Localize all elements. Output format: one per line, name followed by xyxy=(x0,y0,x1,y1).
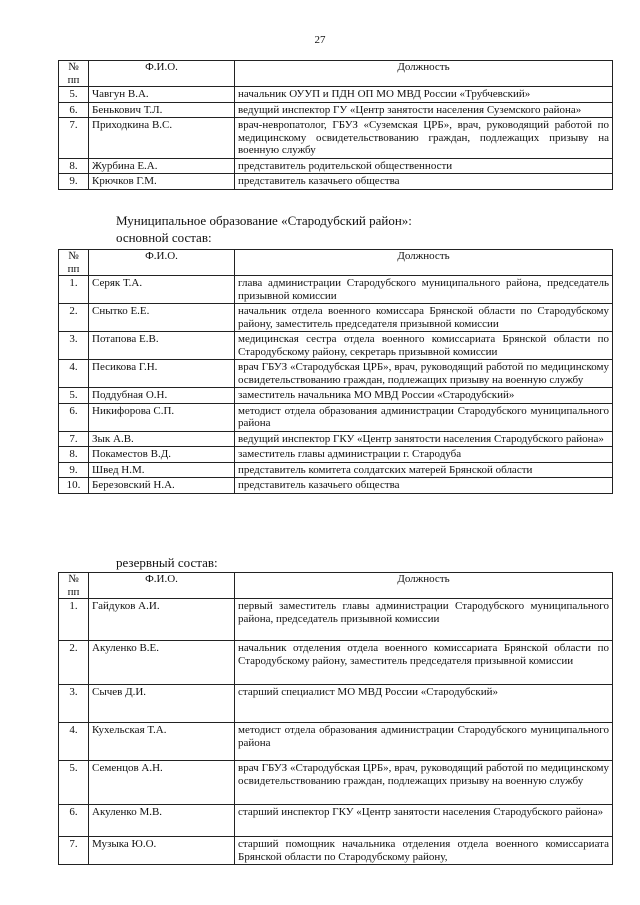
row-position: начальник отдела военного комиссара Брянской области по Стародубскому району, заместитель председателя призывной комиссии xyxy=(235,304,613,332)
table-row xyxy=(59,478,613,494)
table-row xyxy=(59,360,613,388)
row-number: 2. xyxy=(59,641,89,685)
row-name: Акуленко В.Е. xyxy=(89,641,235,685)
row-name: Березовский Н.А. xyxy=(89,478,235,494)
table-row xyxy=(59,805,613,837)
row-number: 4. xyxy=(59,723,89,761)
row-name: Серяк Т.А. xyxy=(89,276,235,304)
row-position: методист отдела образования администрации Стародубского муниципального района xyxy=(235,403,613,431)
row-name: Сычев Д.И. xyxy=(89,685,235,723)
table-row xyxy=(59,388,613,404)
row-name: Чавгун В.А. xyxy=(89,87,235,103)
row-number: 6. xyxy=(59,403,89,431)
table-row xyxy=(59,332,613,360)
row-position: начальник ОУУП и ПДН ОП МО МВД России «Трубчевский» xyxy=(235,87,613,103)
row-number: 1. xyxy=(59,276,89,304)
row-position: первый заместитель главы администрации Стародубского муниципального района, председатель призывной комиссии xyxy=(235,599,613,641)
row-number: 6. xyxy=(59,805,89,837)
row-number: 2. xyxy=(59,304,89,332)
row-name: Песикова Г.Н. xyxy=(89,360,235,388)
table-row xyxy=(59,431,613,447)
row-number: 7. xyxy=(59,431,89,447)
section-subtitle-main: основной состав: xyxy=(116,230,212,245)
header-position: Должность xyxy=(235,573,613,599)
row-number: 5. xyxy=(59,388,89,404)
row-number: 9. xyxy=(59,462,89,478)
header-name: Ф.И.О. xyxy=(89,250,235,276)
table-row xyxy=(59,102,613,118)
row-position: методист отдела образования администрации Стародубского муниципального района xyxy=(235,723,613,761)
row-name: Акуленко М.В. xyxy=(89,805,235,837)
header-name: Ф.И.О. xyxy=(89,573,235,599)
row-name: Поддубная О.Н. xyxy=(89,388,235,404)
table-header-row xyxy=(59,61,613,87)
row-name: Приходкина В.С. xyxy=(89,118,235,159)
row-name: Семенцов А.Н. xyxy=(89,761,235,805)
table-row xyxy=(59,118,613,159)
row-name: Гайдуков А.И. xyxy=(89,599,235,641)
row-position: ведущий инспектор ГКУ «Центр занятости населения Стародубского района» xyxy=(235,431,613,447)
row-number: 7. xyxy=(59,837,89,865)
table-row xyxy=(59,276,613,304)
table-row xyxy=(59,304,613,332)
row-name: Зык А.В. xyxy=(89,431,235,447)
row-name: Никифорова С.П. xyxy=(89,403,235,431)
row-position: представитель казачьего общества xyxy=(235,478,613,494)
row-name: Швед Н.М. xyxy=(89,462,235,478)
row-number: 9. xyxy=(59,174,89,190)
row-name: Покаместов В.Д. xyxy=(89,447,235,463)
row-number: 5. xyxy=(59,761,89,805)
header-position: Должность xyxy=(235,61,613,87)
row-number: 3. xyxy=(59,332,89,360)
table-row xyxy=(59,87,613,103)
table-row xyxy=(59,723,613,761)
row-position: врач ГБУЗ «Стародубская ЦРБ», врач, руководящий работой по медицинскому освидетельствованию граждан, подлежащих призыву на военную службу xyxy=(235,761,613,805)
row-position: начальник отделения отдела военного комиссариата Брянской области по Стародубскому району, заместитель председателя призывной комиссии xyxy=(235,641,613,685)
header-name: Ф.И.О. xyxy=(89,61,235,87)
header-num: № пп xyxy=(59,250,89,276)
row-position: представитель родительской общественности xyxy=(235,158,613,174)
row-position: заместитель начальника МО МВД России «Стародубский» xyxy=(235,388,613,404)
row-name: Потапова Е.В. xyxy=(89,332,235,360)
row-name: Крючков Г.М. xyxy=(89,174,235,190)
table-row xyxy=(59,837,613,865)
table-row xyxy=(59,685,613,723)
row-position: старший инспектор ГКУ «Центр занятости населения Стародубского района» xyxy=(235,805,613,837)
row-number: 6. xyxy=(59,102,89,118)
row-name: Бенькович Т.Л. xyxy=(89,102,235,118)
table-header-row xyxy=(59,250,613,276)
table-row xyxy=(59,447,613,463)
row-number: 3. xyxy=(59,685,89,723)
table-row xyxy=(59,403,613,431)
row-name: Кухельская Т.А. xyxy=(89,723,235,761)
row-number: 10. xyxy=(59,478,89,494)
row-number: 5. xyxy=(59,87,89,103)
row-number: 1. xyxy=(59,599,89,641)
row-name: Журбина Е.А. xyxy=(89,158,235,174)
section-title-starodub: Муниципальное образование «Стародубский район»: xyxy=(116,213,412,228)
row-number: 7. xyxy=(59,118,89,159)
row-position: представитель комитета солдатских матерей Брянской области xyxy=(235,462,613,478)
row-number: 8. xyxy=(59,447,89,463)
table-row xyxy=(59,761,613,805)
section-subtitle-reserve: резервный состав: xyxy=(116,555,218,570)
row-position: старший специалист МО МВД России «Стародубский» xyxy=(235,685,613,723)
row-position: старший помощник начальника отделения отдела военного комиссариата Брянской области по Стародубскому району, xyxy=(235,837,613,865)
header-num: № пп xyxy=(59,573,89,599)
row-position: заместитель главы администрации г. Стародуба xyxy=(235,447,613,463)
row-position: врач-невропатолог, ГБУЗ «Суземская ЦРБ», врач, руководящий работой по медицинскому освидетельствованию граждан, подлежащих призыву на военную службу xyxy=(235,118,613,159)
row-position: глава администрации Стародубского муниципального района, председатель призывной комиссии xyxy=(235,276,613,304)
row-position: врач ГБУЗ «Стародубская ЦРБ», врач, руководящий работой по медицинскому освидетельствованию граждан, подлежащих призыву на военную службу xyxy=(235,360,613,388)
table-header-row xyxy=(59,573,613,599)
row-name: Музыка Ю.О. xyxy=(89,837,235,865)
table-row xyxy=(59,462,613,478)
row-position: медицинская сестра отдела военного комиссариата Брянской области по Стародубскому району, секретарь призывной комиссии xyxy=(235,332,613,360)
page-number: 27 xyxy=(314,34,326,46)
table-starodub-main xyxy=(58,249,613,494)
row-number: 8. xyxy=(59,158,89,174)
row-position: ведущий инспектор ГУ «Центр занятости населения Суземского района» xyxy=(235,102,613,118)
row-name: Снытко Е.Е. xyxy=(89,304,235,332)
table-row xyxy=(59,158,613,174)
header-num: № пп xyxy=(59,61,89,87)
table-row xyxy=(59,641,613,685)
table-trubchevsk xyxy=(58,60,613,190)
row-position: представитель казачьего общества xyxy=(235,174,613,190)
table-starodub-reserve xyxy=(58,572,613,865)
header-position: Должность xyxy=(235,250,613,276)
table-row xyxy=(59,174,613,190)
table-row xyxy=(59,599,613,641)
row-number: 4. xyxy=(59,360,89,388)
